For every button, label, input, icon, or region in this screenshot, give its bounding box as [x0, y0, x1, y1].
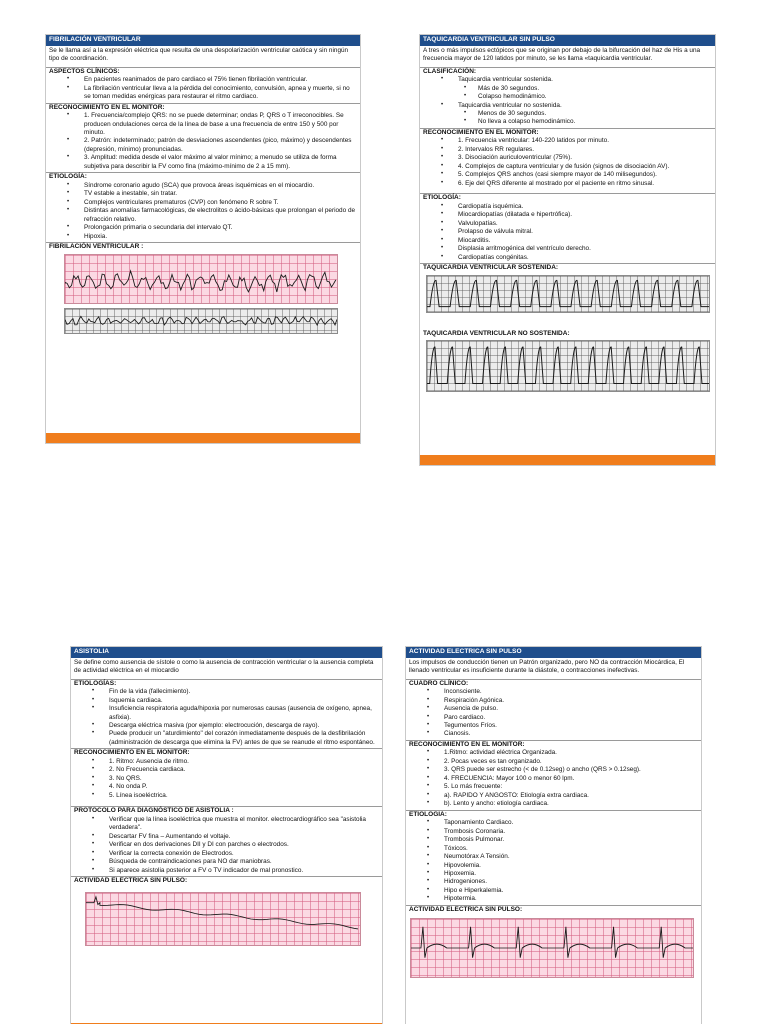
- card-title: ASISTOLIA: [71, 647, 382, 658]
- ecg-strip-fv-pink: [64, 254, 338, 304]
- list-item: • a). RAPIDO Y ANGOSTO: Etiología extra cardiaca.: [406, 792, 701, 800]
- list-item: • Búsqueda de contraindicaciones para NO dar maniobras.: [71, 858, 382, 866]
- ecg-strip-tv-sostenida: [426, 275, 710, 313]
- list-item: • Hipotermia.: [406, 895, 701, 903]
- list-item: • Isquemia cardiaca.: [71, 697, 382, 705]
- list-etiologia: [406, 819, 701, 904]
- section-heading: FIBRILACIÓN VENTRICULAR :: [46, 242, 360, 252]
- list-item: • 6. Eje del QRS diferente al mostrado por el paciente en ritmo sinusal.: [420, 180, 715, 188]
- list-monitor: [71, 758, 382, 800]
- list-item: • Complejos ventriculares prematuros (CVP) con fenómeno R sobre T.: [46, 199, 360, 207]
- list-item: • Prolongación primaria o secundaria del intervalo QT.: [46, 224, 360, 232]
- list-item: • Puede producir un "aturdimiento" del corazón inmediatamente después de la desfibrilación (administración de descarga que elimina la FV) antes de que se reanude el ritmo espontáneo.: [71, 730, 382, 747]
- intro-text: Los impulsos de conducción tienen un Patrón organizado, pero NO da contracción Miocárdica, El llenado ventricular es insuficiente durante la diástole, o contracciones inefectivas.: [409, 658, 685, 675]
- list-subitem: • Menos de 30 segundos.: [420, 110, 715, 118]
- list-item: • 3. QRS puede ser estrecho (< de 0.12seg) o ancho (QRS > 0.12seg).: [406, 766, 701, 774]
- list-item: • 3. No QRS.: [71, 775, 382, 783]
- list-item: • 1. Frecuencia/complejo QRS: no se puede determinar; ondas P, QRS o T irreconocibles. Se producen ondulaciones cerca de la línea de base a una frecuencia de entre 150 y 500 por minuto.: [46, 112, 360, 137]
- list-item: • Tegumentos Fríos.: [406, 722, 701, 730]
- list-cuadro-clinico: [406, 688, 701, 739]
- section-heading: ACTIVIDAD ELECTRICA SIN PULSO:: [71, 876, 382, 886]
- list-item: • 2. Intervalos RR regulares.: [420, 146, 715, 154]
- section-heading: ETIOLOGÍAS:: [71, 679, 382, 689]
- section-heading: TAQUICARDIA VENTRICULAR SOSTENIDA:: [420, 263, 715, 273]
- list-item: • Insuficiencia respiratoria aguda/hipoxia por numerosas causas (ausencia de oxígeno, apnea, asfixia).: [71, 705, 382, 722]
- card-title: ACTIVIDAD ELECTRICA SIN PULSO: [406, 647, 701, 658]
- list-monitor: [46, 112, 360, 171]
- section-heading: ASPECTOS CLÍNICOS:: [46, 67, 360, 77]
- list-item: • 2. Patrón: indeterminado; patrón de desviaciones ascendentes (pico, máximo) y descendentes (depresión, mínimo) pronunciadas.: [46, 137, 360, 154]
- ecg-trace: [65, 255, 337, 303]
- list-item: • Prolapso de válvula mitral.: [420, 228, 715, 236]
- list-item: • En pacientes reanimados de paro cardiaco el 75% tienen fibrilación ventricular.: [46, 76, 360, 84]
- list-item: • Taponamiento Cardiaco.: [406, 819, 701, 827]
- list-item: • Miocarditis.: [420, 237, 715, 245]
- list-item: • Neumotórax A Tensión.: [406, 853, 701, 861]
- list-subitem: • Colapso hemodinámico.: [420, 93, 715, 101]
- list-item: • Verificar en dos derivaciones DII y DI con parches o electrodos.: [71, 841, 382, 849]
- card-title: TAQUICARDIA VENTRICULAR SIN PULSO: [420, 35, 715, 46]
- list-item: • 5. Línea isoeléctrica.: [71, 792, 382, 800]
- list-item: • Verificar que la línea isoeléctrica que muestra el monitor. electrocardiográfico sea "asistolia verdadera".: [71, 816, 382, 833]
- section-heading: CUADRO CLÍNICO:: [406, 679, 701, 689]
- list-etiologias: [71, 688, 382, 747]
- list-item: • Hidrogeniones.: [406, 878, 701, 886]
- list-item: • Hipo e Hiperkalemia.: [406, 887, 701, 895]
- section-heading: ACTIVIDAD ELECTRICA SIN PULSO:: [406, 905, 701, 915]
- list-item: • La fibrilación ventricular lleva a la pérdida del conocimiento, convulsión, apnea y muerte, si no se toman medidas enérgicas para restaurar el ritmo cardiaco.: [46, 85, 360, 102]
- list-item: • Si aparece asistolia posterior a FV o TV indicador de mal pronostico.: [71, 867, 382, 875]
- section-heading: RECONOCIMIENTO EN EL MONITOR:: [420, 128, 715, 138]
- ecg-trace: [427, 276, 709, 312]
- intro-text: Se define como ausencia de sístole o como la ausencia de contracción ventricular o la ausencia completa de actividad eléctrica en el miocardio: [74, 658, 374, 675]
- list-item: • Trombosis Coronaria.: [406, 828, 701, 836]
- list-item: • Cianosis.: [406, 730, 701, 738]
- list-item: • 3. Disociación auriculoventricular (75%).: [420, 154, 715, 162]
- list-item: • 2. Pocas veces es tan organizado.: [406, 758, 701, 766]
- list-item: • Cardiopatía isquémica.: [420, 203, 715, 211]
- list-item: • b). Lento y ancho: etiología cardiaca.: [406, 800, 701, 808]
- footer-accent-bar: [46, 433, 360, 443]
- footer-accent-bar: [420, 455, 715, 465]
- section-heading: ETIOLOGÍA:: [420, 193, 715, 203]
- list-item: • Valvulopatías.: [420, 220, 715, 228]
- list-item: • Inconsciente.: [406, 688, 701, 696]
- section-heading: PROTOCOLO PARA DIAGNÓSTICO DE ASISTOLIA :: [71, 806, 382, 816]
- list-aspectos: [46, 76, 360, 101]
- list-item: • Descarga eléctrica masiva (por ejemplo: electrocución, descarga de rayo).: [71, 722, 382, 730]
- ecg-trace: [86, 893, 360, 945]
- list-protocolo: [71, 816, 382, 875]
- list-item: • Ausencia de pulso.: [406, 705, 701, 713]
- card-taquicardia-ventricular: [419, 34, 716, 466]
- list-item: • Hipovolemia.: [406, 862, 701, 870]
- list-item: • Síndrome coronario agudo (SCA) que provoca áreas isquémicas en el miocardio.: [46, 182, 360, 190]
- list-item: • TV estable a inestable, sin tratar.: [46, 190, 360, 198]
- ecg-strip-aesp: [410, 918, 694, 978]
- list-item: • 3. Amplitud: medida desde el valor máximo al valor mínimo; a menudo se utiliza de forma subjetiva para describir la FV como fina (máximo-mínimo de 2 a 15 mm).: [46, 154, 360, 171]
- list-item: • Taquicardia ventricular sostenida.: [420, 76, 715, 84]
- ecg-trace: [411, 919, 693, 977]
- list-clasificacion: [420, 76, 715, 127]
- list-item: • Descartar FV fina – Aumentando el voltaje.: [71, 833, 382, 841]
- card-actividad-electrica-sin-pulso: [405, 646, 702, 1024]
- card-fibrilacion-ventricular: [45, 34, 361, 444]
- ecg-trace: [65, 309, 337, 333]
- ecg-strip-asistolia: [85, 892, 361, 946]
- card-asistolia: [70, 646, 383, 1024]
- intro-text: A tres o más impulsos ectópicos que se originan por debajo de la bifurcación del haz de His a una frecuencia mayor de 120 latidos por minuto, se les llama «taquicardia ventricular.: [423, 46, 701, 63]
- list-item: • Hipoxia.: [46, 233, 360, 241]
- section-heading: RECONOCIMIENTO EN EL MONITOR:: [406, 740, 701, 750]
- section-heading: RECONOCIMIENTO EN EL MONITOR:: [46, 103, 360, 113]
- list-item: • Cardiopatías congénitas.: [420, 254, 715, 262]
- list-item: • Trombosis Pulmonar.: [406, 836, 701, 844]
- list-item: • 1.Ritmo: actividad eléctrica Organizada.: [406, 749, 701, 757]
- list-item: • Verificar la correcta conexión de Electrodos.: [71, 850, 382, 858]
- list-item: • Respiración Agónica.: [406, 697, 701, 705]
- list-item: • 4. No onda P.: [71, 783, 382, 791]
- section-heading: ETIOLOGIA:: [406, 810, 701, 820]
- list-item: • 5. Lo más frecuente:: [406, 783, 701, 791]
- list-subitem: • No lleva a colapso hemodinámico.: [420, 118, 715, 126]
- list-item: • Tóxicos.: [406, 845, 701, 853]
- list-item: • Displasia arritmogénica del ventrículo derecho.: [420, 245, 715, 253]
- list-item: • Distintas anomalías farmacológicas, de electrolitos o ácido-básicas que prolongan el periodo de refracción relativo.: [46, 207, 360, 224]
- list-item: • Hipoxemia.: [406, 870, 701, 878]
- list-item: • Paro cardiaco.: [406, 714, 701, 722]
- section-heading: CLASIFICACIÓN:: [420, 67, 715, 77]
- list-item: • 2. No Frecuencia cardiaca.: [71, 766, 382, 774]
- list-item: • 4. FRECUENCIA: Mayor 100 o menor 60 lpm.: [406, 775, 701, 783]
- card-title: FIBRILACIÓN VENTRICULAR: [46, 35, 360, 46]
- list-monitor: [406, 749, 701, 808]
- list-item: • 1. Frecuencia ventricular: 140-220 latidos por minuto.: [420, 137, 715, 145]
- list-item: • Fin de la vida (fallecimiento).: [71, 688, 382, 696]
- ecg-strip-tv-no-sostenida: [426, 340, 710, 392]
- list-item: • 5. Complejos QRS anchos (casi siempre mayor de 140 milisegundos).: [420, 171, 715, 179]
- list-monitor: [420, 137, 715, 188]
- list-subitem: • Más de 30 segundos.: [420, 85, 715, 93]
- list-etiologia: [420, 203, 715, 262]
- section-heading: ETIOLOGÍA:: [46, 172, 360, 182]
- list-item: • Miocardiopatías (dilatada e hipertrófica).: [420, 211, 715, 219]
- list-item: • 1. Ritmo: Ausencia de ritmo.: [71, 758, 382, 766]
- list-etiologia: [46, 182, 360, 241]
- ecg-trace: [427, 341, 709, 391]
- section-heading: RECONOCIMIENTO EN EL MONITOR:: [71, 748, 382, 758]
- section-heading: TAQUICARDIA VENTRICULAR NO SOSTENIDA:: [423, 329, 570, 337]
- list-item: • Taquicardia ventricular no sostenida.: [420, 102, 715, 110]
- intro-text: Se le llama así a la expresión eléctrica que resulta de una despolarización ventricular caótica y sin ningún tipo de coordinación.: [49, 46, 349, 63]
- ecg-strip-fv-gray: [64, 308, 338, 334]
- list-item: • 4. Complejos de captura ventricular y de fusión (signos de disociación AV).: [420, 163, 715, 171]
